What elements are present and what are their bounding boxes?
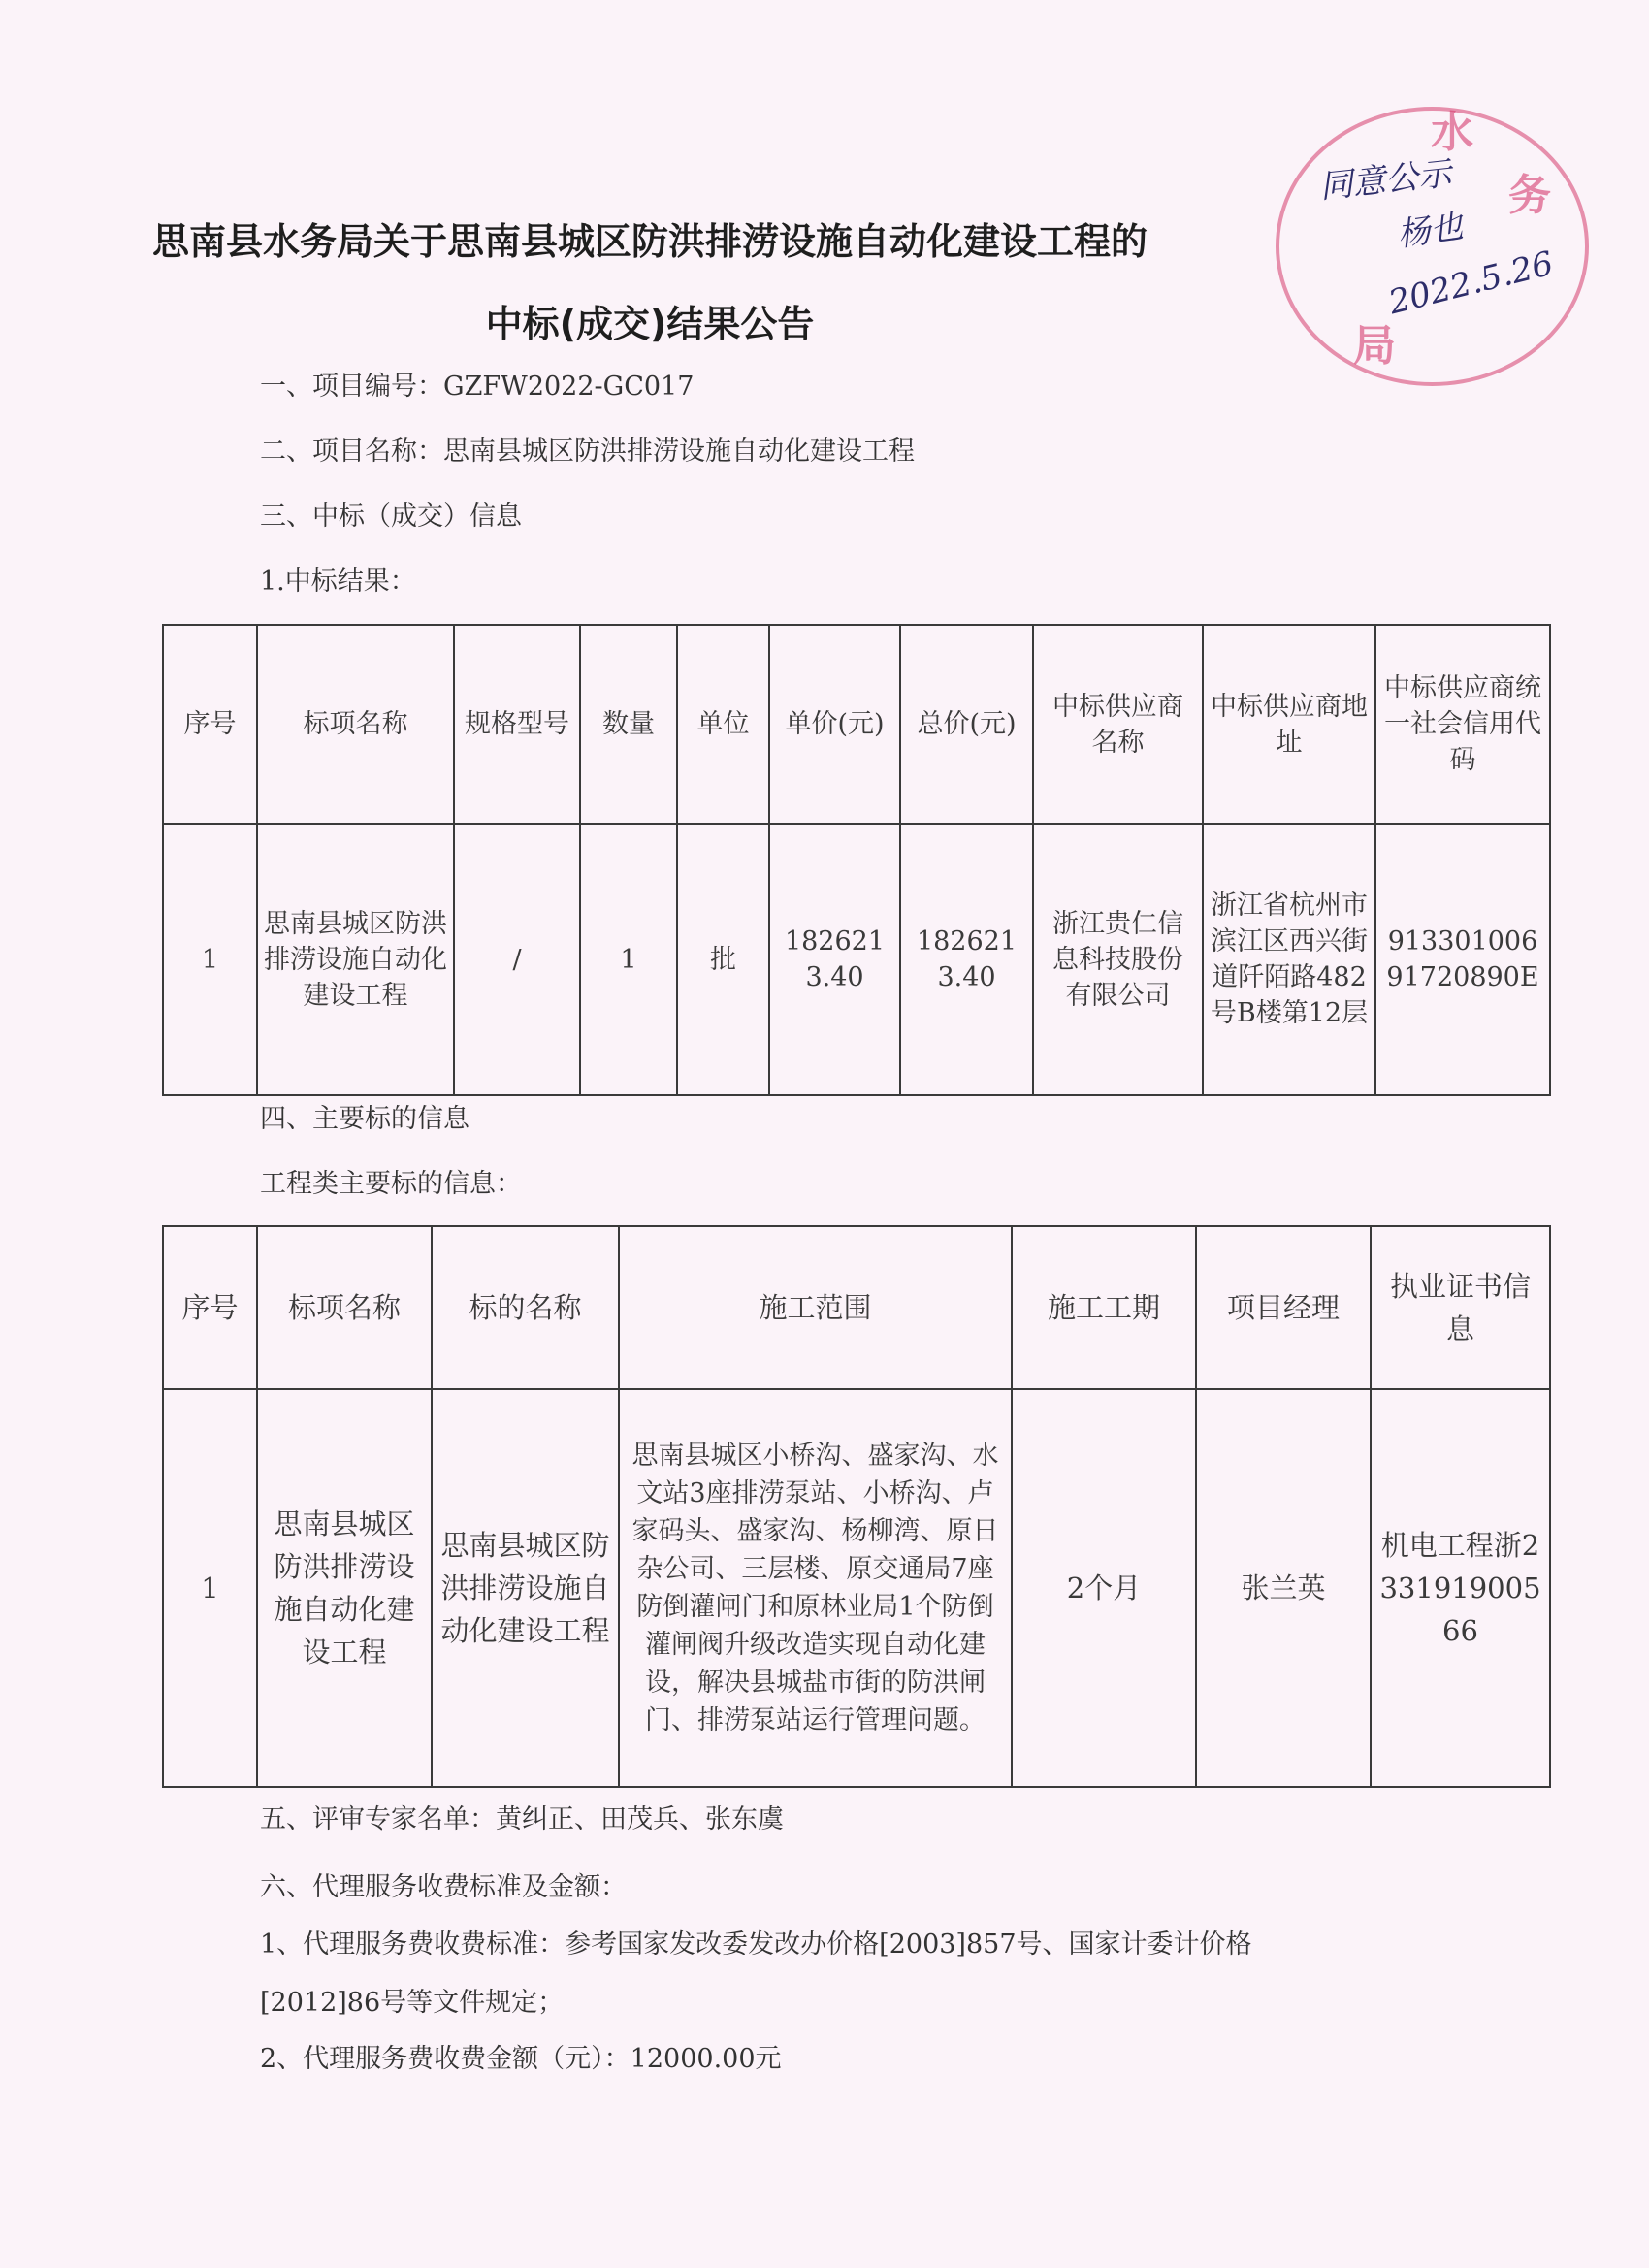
- t2-cell-item-name: 思南县城区防洪排涝设施自动化建设工程: [257, 1389, 432, 1787]
- main-subject-heading: 四、主要标的信息: [260, 1104, 469, 1134]
- signature-date: 2022.5.26: [1384, 243, 1558, 323]
- signer-name: 杨也: [1395, 207, 1466, 255]
- project-name: 二、项目名称：思南县城区防洪排涝设施自动化建设工程: [260, 437, 915, 467]
- t2-header-cell: 执业证书信息: [1371, 1226, 1550, 1389]
- table1-header-row: [163, 625, 1550, 824]
- t1-header-cell: 序号: [163, 625, 257, 824]
- seal-char: 务: [1508, 171, 1551, 220]
- t1-header-cell: 中标供应商统一社会信用代码: [1375, 625, 1550, 824]
- t2-cell-seq: 1: [163, 1389, 257, 1787]
- doc-title-line2: 中标(成交)结果公告: [485, 303, 815, 345]
- award-info-heading: 三、中标（成交）信息: [260, 502, 522, 532]
- award-result-table: [162, 624, 1551, 1096]
- t1-cell-supplier-address: 浙江省杭州市滨江区西兴街道阡陌路482号B楼第12层: [1203, 824, 1375, 1095]
- t1-cell-unit-price: 1826213.40: [769, 824, 900, 1095]
- table2-header-row: [163, 1226, 1550, 1389]
- fee-heading: 六、代理服务收费标准及金额：: [260, 1872, 627, 1902]
- t2-header-cell: 序号: [163, 1226, 257, 1389]
- t2-cell-manager: 张兰英: [1196, 1389, 1371, 1787]
- experts-list: 五、评审专家名单：黄纠正、田茂兵、张东虞: [260, 1804, 784, 1834]
- t1-cell-quantity: 1: [580, 824, 677, 1095]
- doc-title-line1: 思南县水务局关于思南县城区防洪排涝设施自动化建设工程的: [151, 220, 1148, 263]
- t2-cell-license: 机电工程浙233191900566: [1371, 1389, 1550, 1787]
- t1-cell-credit-code: 91330100691720890E: [1375, 824, 1550, 1095]
- t1-cell-seq: 1: [163, 824, 257, 1095]
- seal-char: 水: [1431, 108, 1473, 157]
- fee-standard-line1: 1、代理服务费收费标准：参考国家发改委发改办价格[2003]857号、国家计委计价格: [260, 1929, 1252, 1960]
- award-result-heading: 1.中标结果：: [260, 567, 416, 597]
- t1-cell-item-name: 思南县城区防洪排涝设施自动化建设工程: [257, 824, 454, 1095]
- t1-header-cell: 单价(元): [769, 625, 900, 824]
- fee-standard-line2: [2012]86号等文件规定；: [260, 1988, 565, 2018]
- t2-cell-scope: 思南县城区小桥沟、盛家沟、水文站3座排涝泵站、小桥沟、卢家码头、盛家沟、杨柳湾、原日杂公司、三层楼、原交通局7座防倒灌闸门和原林业局1个防倒灌闸阀升级改造实现自动化建设，解决县城盐市街的防洪闸门、排涝泵站运行管理问题。: [619, 1389, 1012, 1787]
- t1-header-cell: 中标供应商地址: [1203, 625, 1375, 824]
- engineering-subject-heading: 工程类主要标的信息：: [260, 1169, 522, 1199]
- t1-cell-spec: /: [454, 824, 580, 1095]
- engineering-subject-table: [162, 1225, 1551, 1788]
- t1-header-cell: 单位: [677, 625, 769, 824]
- t2-header-cell: 标的名称: [432, 1226, 619, 1389]
- t1-header-cell: 标项名称: [257, 625, 454, 824]
- t1-cell-supplier-name: 浙江贵仁信息科技股份有限公司: [1033, 824, 1203, 1095]
- t1-cell-total-price: 1826213.40: [900, 824, 1033, 1095]
- t2-header-cell: 项目经理: [1196, 1226, 1371, 1389]
- t1-header-cell: 中标供应商名称: [1033, 625, 1203, 824]
- t2-header-cell: 施工范围: [619, 1226, 1012, 1389]
- table-row: [163, 824, 1550, 1095]
- t2-header-cell: 施工工期: [1012, 1226, 1196, 1389]
- seal-char: 局: [1353, 321, 1396, 371]
- t1-header-cell: 数量: [580, 625, 677, 824]
- t1-header-cell: 总价(元): [900, 625, 1033, 824]
- approval-signature: 同意公示: [1317, 153, 1454, 207]
- t1-header-cell: 规格型号: [454, 625, 580, 824]
- project-number: 一、项目编号：GZFW2022-GC017: [260, 372, 695, 402]
- table-row: [163, 1389, 1550, 1787]
- t1-cell-unit: 批: [677, 824, 769, 1095]
- t2-cell-duration: 2个月: [1012, 1389, 1196, 1787]
- fee-amount: 2、代理服务费收费金额（元）：12000.00元: [260, 2044, 782, 2074]
- t2-header-cell: 标项名称: [257, 1226, 432, 1389]
- t2-cell-subject-name: 思南县城区防洪排涝设施自动化建设工程: [432, 1389, 619, 1787]
